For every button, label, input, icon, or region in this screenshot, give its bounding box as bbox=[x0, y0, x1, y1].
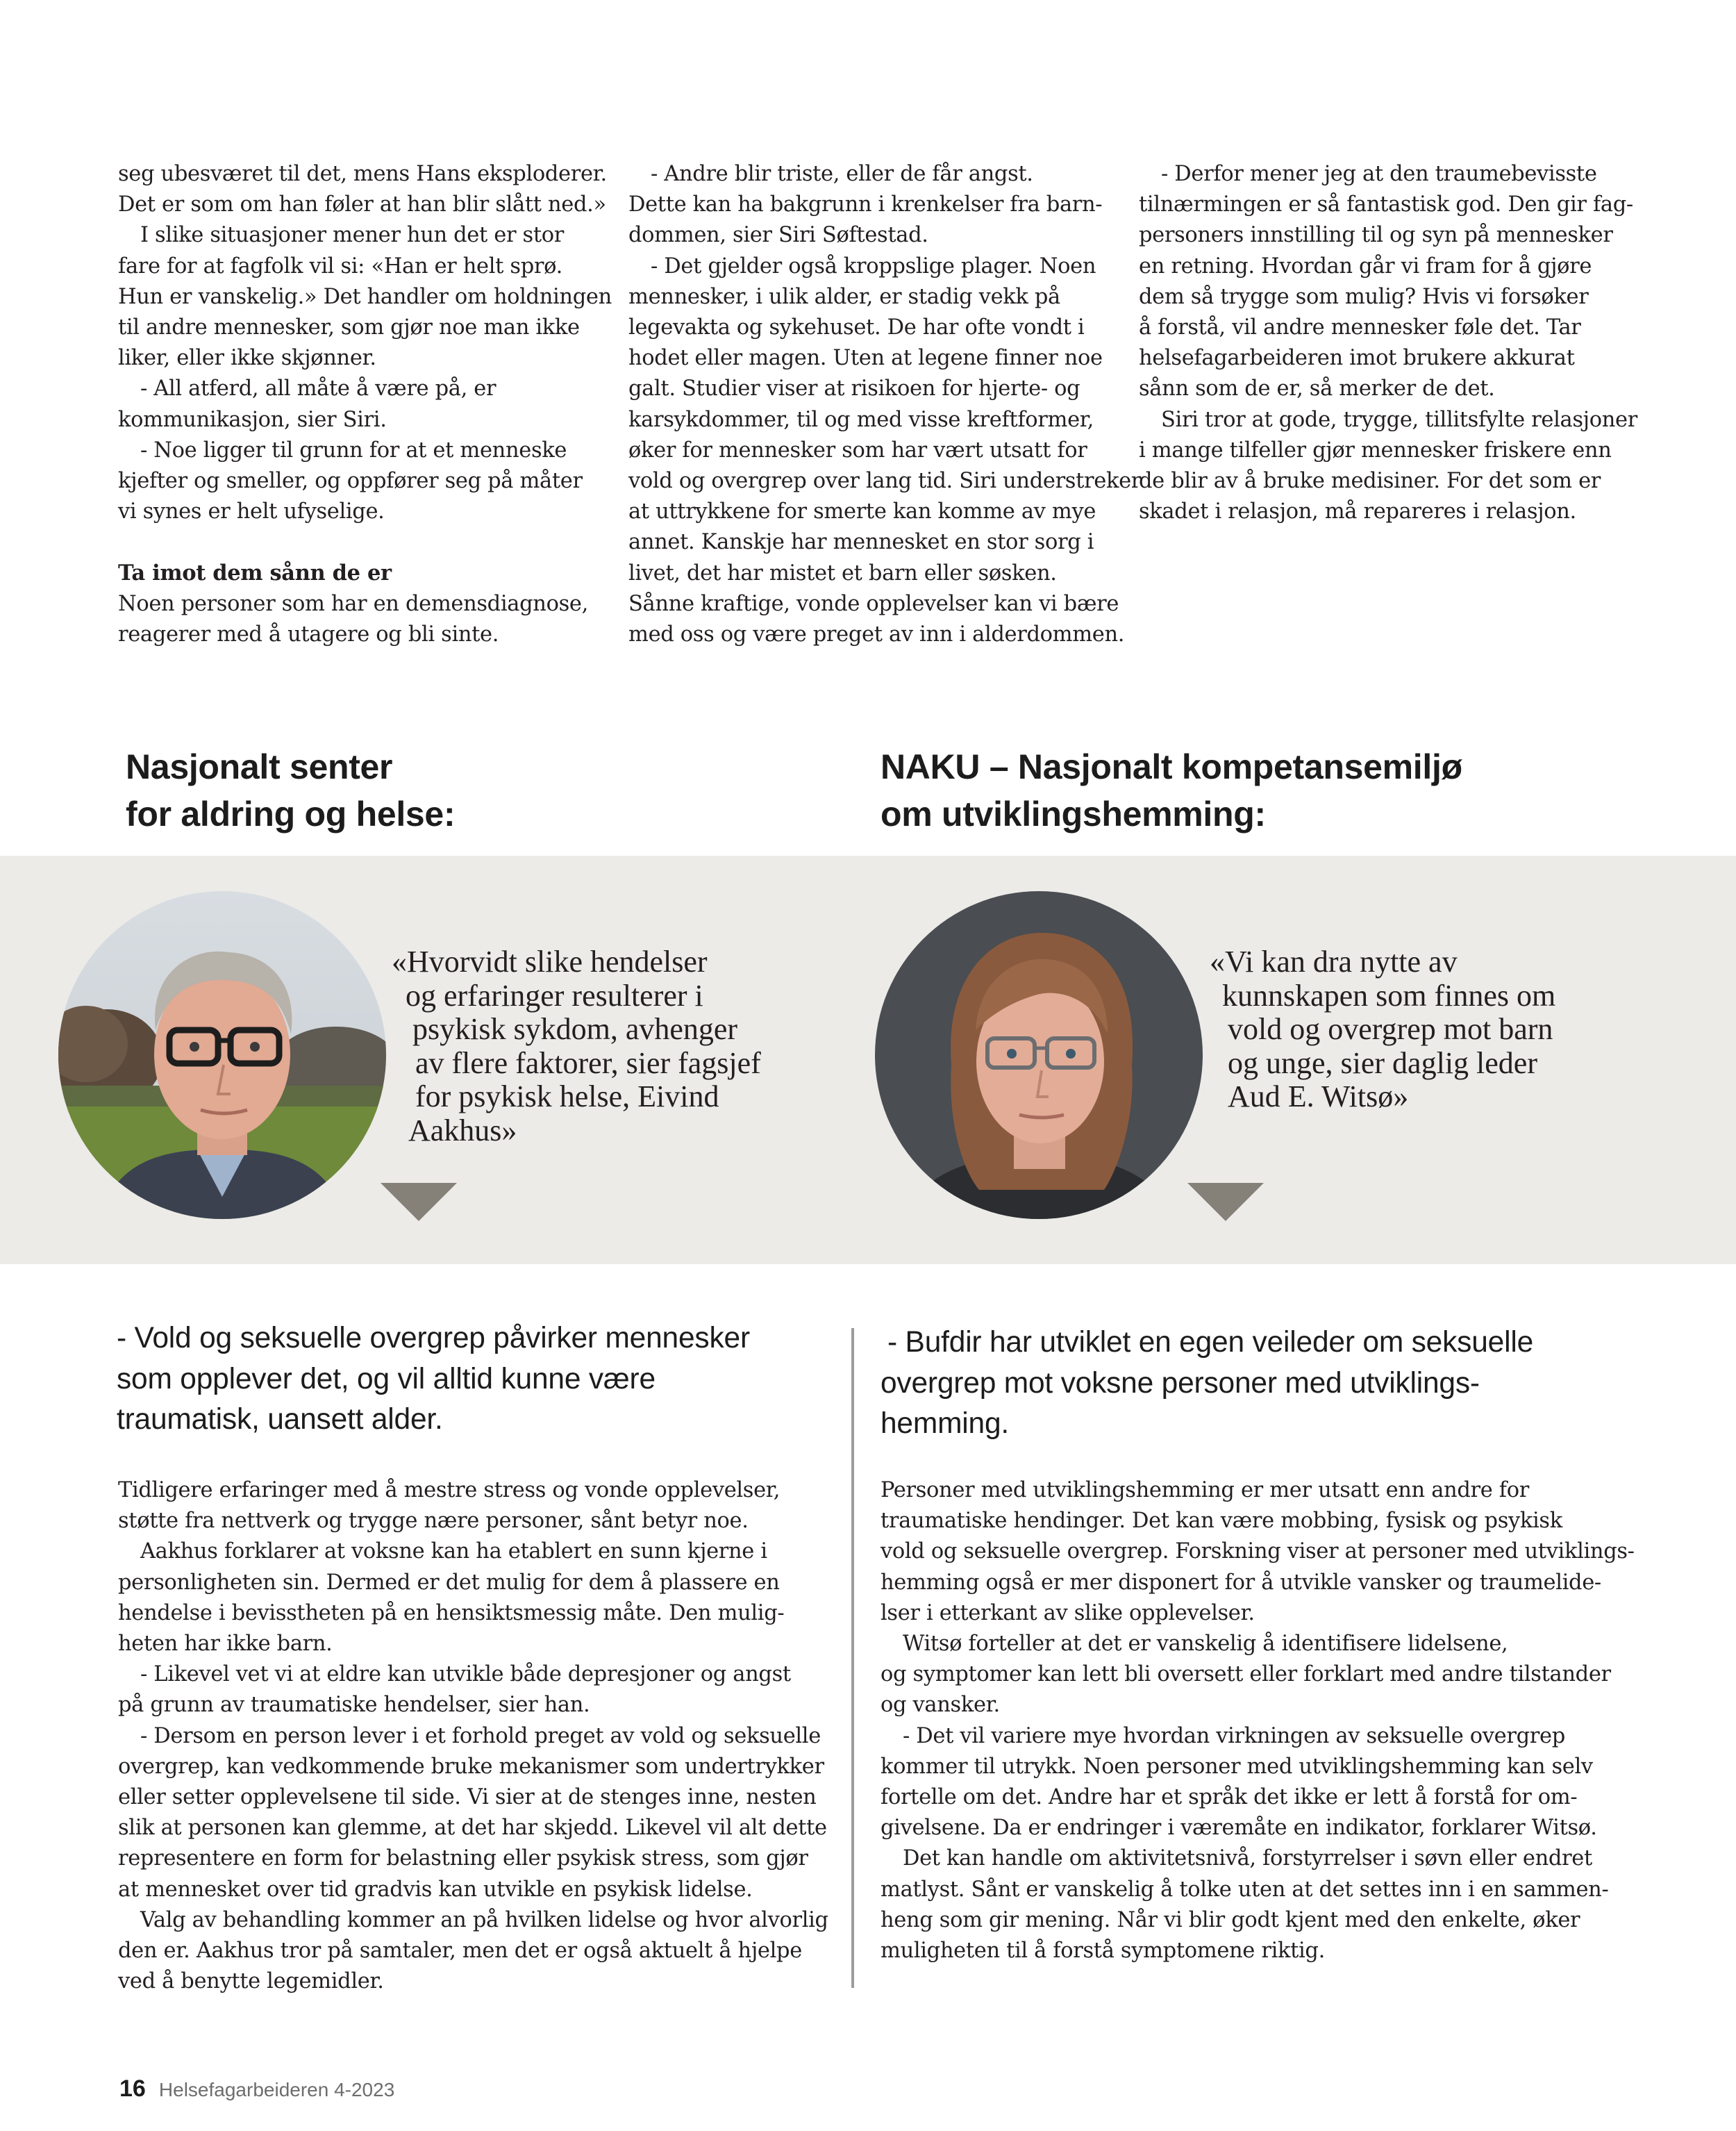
page-footer bbox=[119, 2075, 394, 2103]
text-line: Det kan handle om aktivitetsnivå, forstyrrelser i søvn eller endret bbox=[903, 1846, 1592, 1871]
text-line: I slike situasjoner mener hun det er stor bbox=[140, 223, 564, 248]
text-line: - Likevel vet vi at eldre kan utvikle både depresjoner og angst bbox=[140, 1662, 791, 1687]
text-line: kommunikasjon, sier Siri. bbox=[118, 407, 387, 432]
subheading: Ta imot dem sånn de er bbox=[118, 561, 392, 586]
heading-line: for aldring og helse: bbox=[126, 795, 456, 834]
text-line: galt. Studier viser at risikoen for hjerte- og bbox=[628, 376, 1080, 401]
quote-line: og unge, sier daglig leder bbox=[1228, 1045, 1537, 1080]
quote-line: «Vi kan dra nytte av bbox=[1210, 945, 1458, 979]
text-line: Tidligere erfaringer med å mestre stress og vonde opplevelser, bbox=[118, 1478, 781, 1502]
magazine-issue: Helsefagarbeideren 4-2023 bbox=[158, 2079, 395, 2100]
text-line: mennesker, i ulik alder, er stadig vekk på bbox=[628, 284, 1060, 309]
text-line: liker, eller ikke skjønner. bbox=[118, 346, 376, 371]
left-quote bbox=[392, 945, 761, 1147]
text-line: seg ubesværet til det, mens Hans eksploderer. bbox=[118, 162, 607, 186]
text-line: kjefter og smeller, og oppfører seg på måter bbox=[118, 469, 583, 494]
column-divider bbox=[851, 1328, 854, 1988]
left-lead bbox=[117, 1318, 750, 1441]
text-line: fortelle om det. Andre har et språk det ikke er lett å forstå for om- bbox=[880, 1785, 1578, 1810]
quote-line: og erfaringer resulterer i bbox=[406, 978, 703, 1013]
text-line: muligheten til å forstå symptomene riktig. bbox=[880, 1939, 1325, 1964]
text-line: Hun er vanskelig.» Det handler om holdningen bbox=[118, 284, 612, 309]
text-line: i mange tilfeller gjør mennesker friskere enn bbox=[1139, 438, 1612, 463]
left-quote-pointer bbox=[381, 1183, 457, 1221]
quote-line: kunnskapen som finnes om bbox=[1222, 978, 1556, 1013]
right-lead bbox=[880, 1322, 1533, 1445]
portrait-man-icon bbox=[58, 891, 386, 1219]
top-column-3 bbox=[1139, 159, 1637, 527]
text-line: Det er som om han føler at han blir slått ned.» bbox=[118, 192, 606, 217]
heading-line: Nasjonalt senter bbox=[126, 747, 393, 786]
text-line: reagerer med å utagere og bli sinte. bbox=[118, 622, 499, 647]
right-quote bbox=[1210, 945, 1555, 1114]
heading-line: om utviklingshemming: bbox=[880, 795, 1266, 834]
top-column-2 bbox=[628, 159, 1141, 650]
text-line: Witsø forteller at det er vanskelig å identifisere lidelsene, bbox=[903, 1632, 1508, 1657]
text-line: overgrep, kan vedkommende bruke mekanismer som undertrykker bbox=[118, 1754, 824, 1779]
quote-line: «Hvorvidt slike hendelser bbox=[392, 945, 708, 979]
text-line: dommen, sier Siri Søftestad. bbox=[628, 223, 928, 248]
quote-line: av flere faktorer, sier fagsjef bbox=[415, 1045, 761, 1080]
text-line: Siri tror at gode, trygge, tillitsfylte relasjoner bbox=[1161, 407, 1637, 432]
text-line: hemming også er mer disponert for å utvikle vansker og traumelide- bbox=[880, 1570, 1601, 1595]
text-line: slik at personen kan glemme, at det har skjedd. Likevel vil alt dette bbox=[118, 1816, 827, 1841]
text-line: personers innstilling til og syn på mennesker bbox=[1139, 223, 1613, 248]
text-line: Noen personer som har en demensdiagnose, bbox=[118, 591, 588, 616]
text-line: eller setter opplevelsene til side. Vi sier at de stenges inne, nesten bbox=[118, 1785, 817, 1810]
text-line: representere en form for belastning eller psykisk stress, som gjør bbox=[118, 1846, 808, 1871]
text-line: den er. Aakhus tror på samtaler, men det er også aktuelt å hjelpe bbox=[118, 1939, 802, 1964]
text-line: tilnærmingen er så fantastisk god. Den gir fag- bbox=[1139, 192, 1633, 217]
portrait-woman-icon bbox=[875, 891, 1203, 1219]
quote-line: Aakhus» bbox=[408, 1113, 517, 1147]
text-line: å forstå, vil andre mennesker føle det. Tar bbox=[1139, 315, 1581, 340]
text-line: med oss og være preget av inn i alderdommen. bbox=[628, 622, 1125, 647]
quote-line: Aud E. Witsø» bbox=[1228, 1079, 1409, 1113]
lead-line: - Bufdir har utviklet en egen veileder om seksuelle bbox=[887, 1326, 1534, 1359]
text-line: - Andre blir triste, eller de får angst. bbox=[651, 162, 1033, 186]
quote-line: vold og overgrep mot barn bbox=[1228, 1012, 1553, 1046]
text-line: og vansker. bbox=[880, 1693, 1000, 1718]
text-line: at mennesket over tid gradvis kan utvikle en psykisk lidelse. bbox=[118, 1877, 753, 1902]
heading-line: NAKU – Nasjonalt kompetansemiljø bbox=[880, 747, 1462, 786]
text-line: annet. Kanskje har mennesket en stor sorg i bbox=[628, 530, 1094, 555]
text-line: en retning. Hvordan går vi fram for å gjøre bbox=[1139, 254, 1592, 279]
lead-line: overgrep mot voksne personer med utviklings- bbox=[880, 1366, 1480, 1400]
lead-line: traumatisk, uansett alder. bbox=[117, 1403, 443, 1436]
text-line: heten har ikke barn. bbox=[118, 1632, 333, 1657]
top-column-1 bbox=[118, 159, 612, 650]
text-line: støtte fra nettverk og trygge nære personer, sånt betyr noe. bbox=[118, 1509, 749, 1534]
left-section-heading bbox=[126, 743, 455, 838]
text-line: Aakhus forklarer at voksne kan ha etablert en sunn kjerne i bbox=[140, 1539, 767, 1564]
text-line: til andre mennesker, som gjør noe man ikke bbox=[118, 315, 580, 340]
text-line: helsefagarbeideren imot brukere akkurat bbox=[1139, 346, 1575, 371]
text-line: fare for at fagfolk vil si: «Han er helt sprø. bbox=[118, 254, 562, 279]
text-line: Valg av behandling kommer an på hvilken lidelse og hvor alvorlig bbox=[140, 1907, 828, 1932]
text-line: - Det vil variere mye hvordan virkningen av seksuelle overgrep bbox=[903, 1723, 1565, 1748]
text-line: hodet eller magen. Uten at legene finner noe bbox=[628, 346, 1103, 371]
text-line: givelsene. Da er endringer i væremåte en indikator, forklarer Witsø. bbox=[880, 1816, 1597, 1841]
text-line: karsykdommer, til og med visse kreftformer, bbox=[628, 407, 1094, 432]
lead-line: som opplever det, og vil alltid kunne være bbox=[117, 1362, 656, 1395]
text-line: Sånne kraftige, vonde opplevelser kan vi bære bbox=[628, 591, 1119, 616]
text-line: matlyst. Sånt er vanskelig å tolke uten at det settes inn i en sammen- bbox=[880, 1877, 1609, 1902]
text-line: at uttrykkene for smerte kan komme av mye bbox=[628, 499, 1096, 524]
right-body bbox=[880, 1475, 1635, 1966]
text-line: - Noe ligger til grunn for at et menneske bbox=[140, 438, 567, 463]
text-line: lser i etterkant av slike opplevelser. bbox=[880, 1600, 1255, 1625]
text-line: hendelse i bevisstheten på en hensiktsmessig måte. Den mulig- bbox=[118, 1600, 785, 1625]
text-line: på grunn av traumatiske hendelser, sier han. bbox=[118, 1693, 590, 1718]
text-line: - Derfor mener jeg at den traumebevisste bbox=[1161, 162, 1597, 186]
text-line: traumatiske hendinger. Det kan være mobbing, fysisk og psykisk bbox=[880, 1509, 1562, 1534]
lead-line: - Vold og seksuelle overgrep påvirker mennesker bbox=[117, 1322, 750, 1354]
text-line: og symptomer kan lett bli oversett eller forklart med andre tilstander bbox=[880, 1662, 1611, 1687]
text-line: skadet i relasjon, må repareres i relasjon. bbox=[1139, 499, 1576, 524]
text-line: personligheten sin. Dermed er det mulig for dem å plassere en bbox=[118, 1570, 780, 1595]
text-line: heng som gir mening. Når vi blir godt kjent med den enkelte, øker bbox=[880, 1907, 1580, 1932]
quote-line: for psykisk helse, Eivind bbox=[415, 1079, 719, 1113]
text-line: de blir av å bruke medisiner. For det som er bbox=[1139, 469, 1601, 494]
text-line: - All atferd, all måte å være på, er bbox=[140, 376, 496, 401]
lead-line: hemming. bbox=[880, 1407, 1010, 1440]
text-line: - Dersom en person lever i et forhold preget av vold og seksuelle bbox=[140, 1723, 821, 1748]
right-quote-pointer bbox=[1187, 1183, 1264, 1221]
text-line: sånn som de er, så merker de det. bbox=[1139, 376, 1495, 401]
text-line: kommer til utrykk. Noen personer med utviklingshemming kan selv bbox=[880, 1754, 1593, 1779]
text-line: vold og overgrep over lang tid. Siri understreker bbox=[628, 469, 1142, 494]
text-line: ved å benytte legemidler. bbox=[118, 1969, 384, 1994]
text-line: legevakta og sykehuset. De har ofte vondt i bbox=[628, 315, 1085, 340]
text-line: vold og seksuelle overgrep. Forskning viser at personer med utviklings- bbox=[880, 1539, 1635, 1564]
right-section-heading bbox=[880, 743, 1462, 838]
text-line: Dette kan ha bakgrunn i krenkelser fra barn- bbox=[628, 192, 1103, 217]
text-line: dem så trygge som mulig? Hvis vi forsøker bbox=[1139, 284, 1589, 309]
quote-line: psykisk sykdom, avhenger bbox=[412, 1012, 738, 1046]
text-line: - Det gjelder også kroppslige plager. Noen bbox=[651, 254, 1096, 279]
text-line: øker for mennesker som har vært utsatt for bbox=[628, 438, 1087, 463]
left-body bbox=[118, 1475, 828, 1997]
text-line: livet, det har mistet et barn eller søsken. bbox=[628, 561, 1057, 586]
text-line: vi synes er helt ufyselige. bbox=[118, 499, 385, 524]
text-line: Personer med utviklingshemming er mer utsatt enn andre for bbox=[880, 1478, 1529, 1502]
page-number: 16 bbox=[119, 2075, 146, 2102]
